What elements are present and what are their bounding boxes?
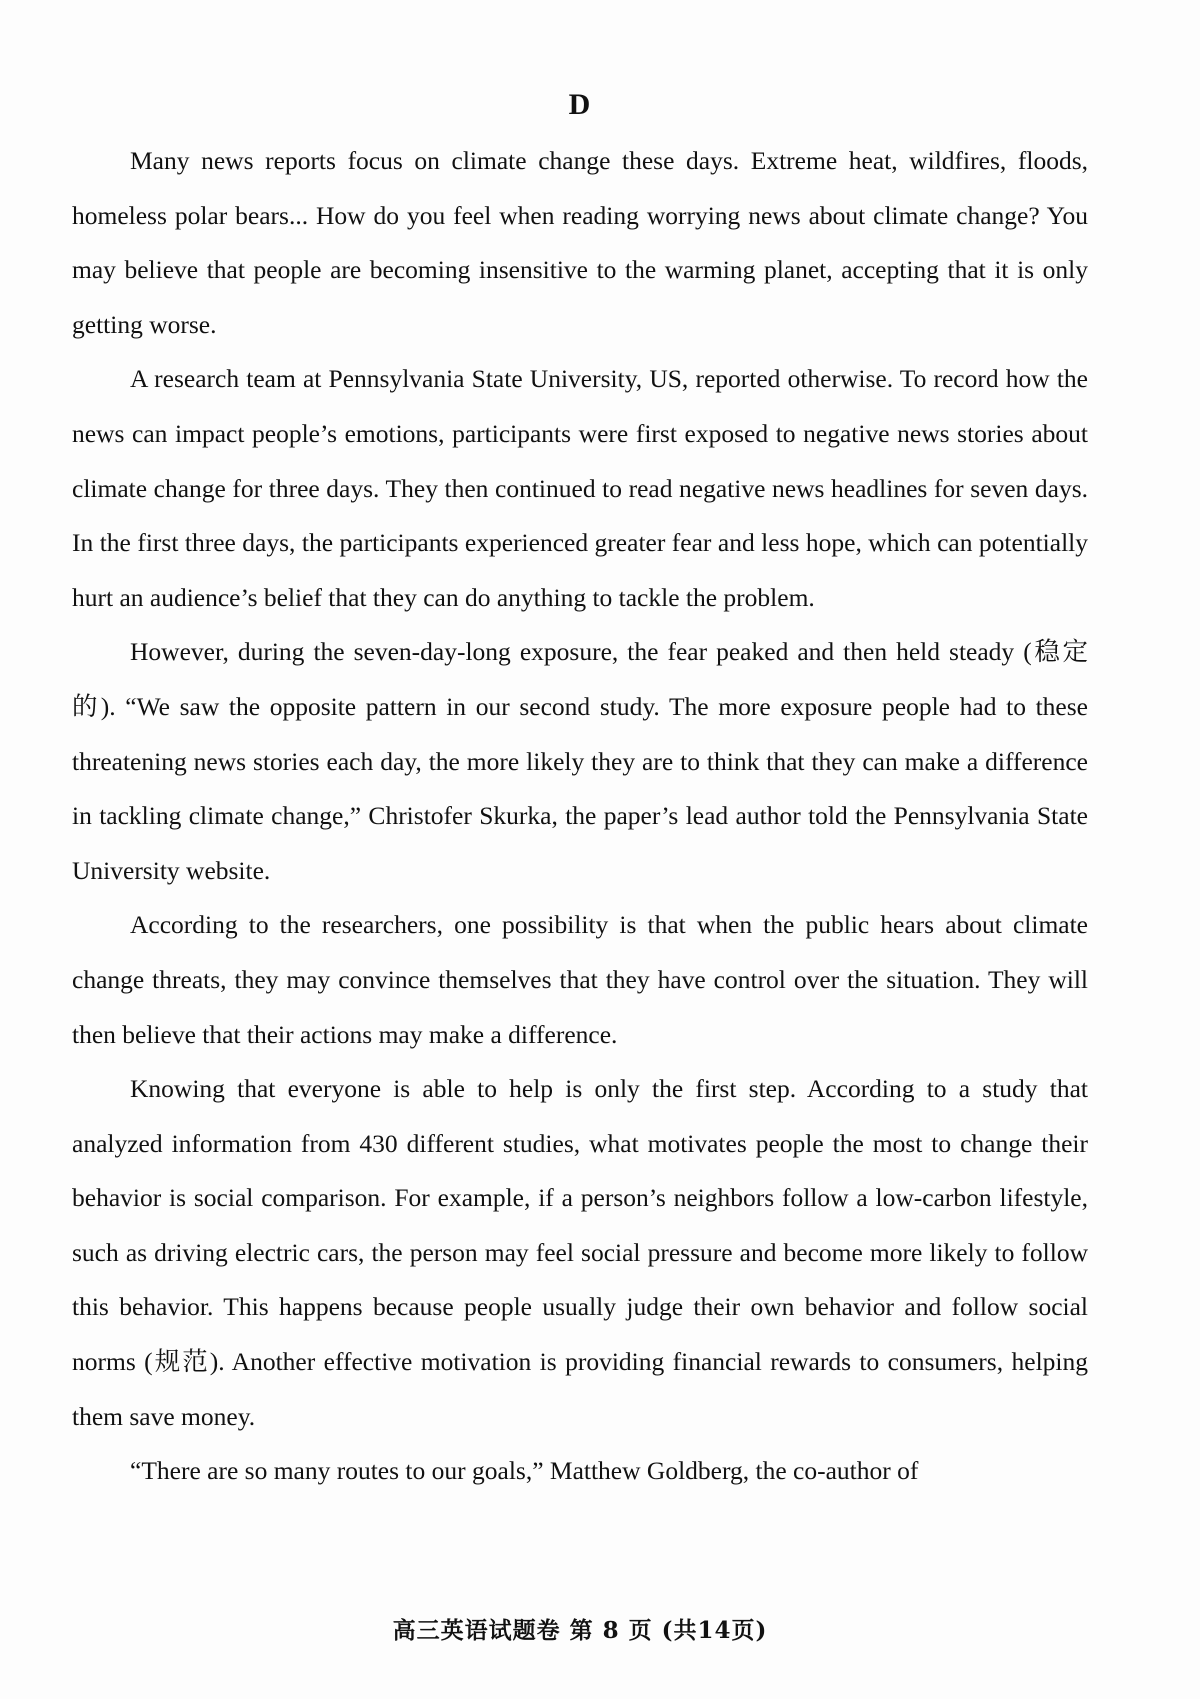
- paragraph-4: According to the researchers, one possibility is that when the public hears about climate change threats, they may convince themselves that they have control over the situation. They will then believe that their actions may make a difference.: [72, 910, 1088, 1049]
- page-footer: 高三英语试题卷 第 8 页 (共14页): [392, 1617, 768, 1644]
- section-label: D: [568, 88, 592, 121]
- paragraph-3: However, during the seven-day-long exposure, the fear peaked and then held steady (稳定的). “We saw the opposite pattern in our second study. The more exposure people had to these threatening news stories each day, the more likely they are to think that they can make a difference in tackling climate change,” Christofer Skurka, the paper’s lead author told the Pennsylvania State University website.: [72, 637, 1088, 885]
- reading-passage: [72, 134, 1088, 1499]
- paragraph-2: A research team at Pennsylvania State University, US, reported otherwise. To record how the news can impact people’s emotions, participants were first exposed to negative news stories about climate change for three days. They then continued to read negative news headlines for seven days. In the first three days, the participants experienced greater fear and less hope, which can potentially hurt an audience’s belief that they can do anything to tackle the problem.: [72, 364, 1088, 612]
- paragraph-6: “There are so many routes to our goals,” Matthew Goldberg, the co-author of: [130, 1456, 919, 1486]
- paragraph-1: Many news reports focus on climate change these days. Extreme heat, wildfires, floods, homeless polar bears... How do you feel when reading worrying news about climate change? You may believe that people are becoming insensitive to the warming planet, accepting that it is only getting worse.: [72, 146, 1088, 339]
- paragraph-5: Knowing that everyone is able to help is only the first step. According to a study that analyzed information from 430 different studies, what motivates people the most to change their behavior is social comparison. For example, if a person’s neighbors follow a low-carbon lifestyle, such as driving electric cars, the person may feel social pressure and become more likely to follow this behavior. This happens because people usually judge their own behavior and follow social norms (规范). Another effective motivation is providing financial rewards to consumers, helping them save money.: [72, 1074, 1088, 1431]
